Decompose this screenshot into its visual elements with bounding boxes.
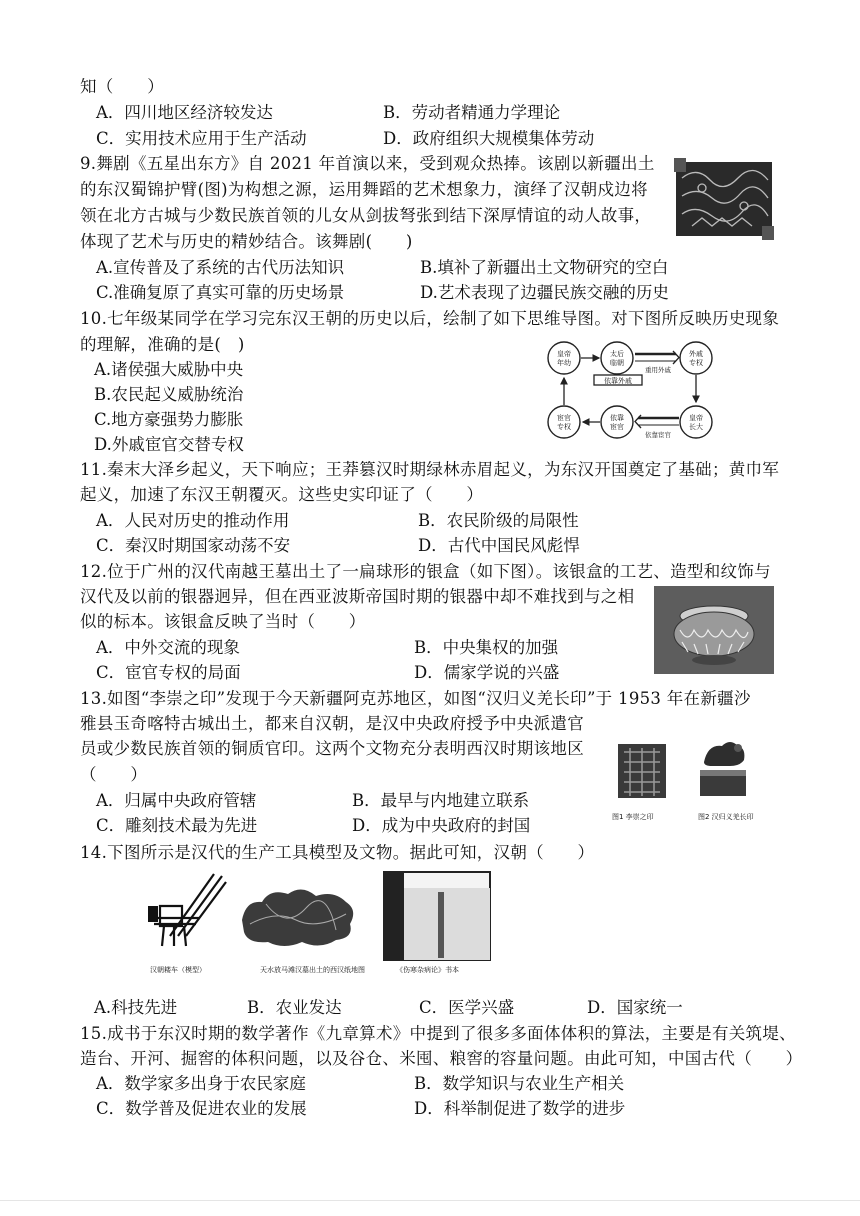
q13-option-c: C．雕刻技术最为先进: [96, 816, 258, 835]
q15-option-c: C．数学普及促进农业的发展: [96, 1099, 307, 1118]
brocade-armguard-image: [672, 156, 776, 242]
q15-option-b: B．数学知识与农业生产相关: [414, 1074, 625, 1093]
q11-option-b: B．农民阶级的局限性: [418, 511, 579, 530]
q8-option-c: C．实用技术应用于生产活动: [96, 129, 307, 148]
q10-option-d: D.外戚宦官交替专权: [94, 435, 244, 454]
node-6-line-1: 宦官: [557, 414, 571, 422]
q9-option-a: A.宣传普及了系统的古代历法知识: [96, 258, 345, 277]
node-5-line-1: 依靠: [610, 414, 624, 422]
q8-option-a: A．四川地区经济较发达: [96, 103, 273, 122]
node-2-line-2: 临朝: [610, 359, 624, 367]
q12-line-1: 12.位于广州的汉代南越王墓出土了一扁球形的银盒（如下图）。该银盒的工艺、造型和纹饰与: [80, 562, 771, 581]
q11-option-a: A．人民对历史的推动作用: [96, 511, 290, 530]
q11-option-c: C．秦汉时期国家动荡不安: [96, 536, 291, 555]
q10-option-c: C.地方豪强势力膨胀: [94, 410, 244, 429]
node-5-line-2: 宦官: [610, 423, 624, 431]
q12-option-b: B．中央集权的加强: [414, 638, 559, 657]
q14-line-1: 14.下图所示是汉代的生产工具模型及文物。据此可知，汉朝（ ）: [80, 843, 595, 862]
q13-caption-2: 图2 汉归义羌长印: [698, 813, 754, 821]
q9-option-c: C.准确复原了真实可靠的历史场景: [96, 283, 345, 302]
q13-line-1: 13.如图“李崇之印”发现于今天新疆阿克苏地区，如图“汉归义羌长印”于 1953 年在新疆沙: [80, 689, 751, 708]
node-eunuch-power: [548, 406, 580, 438]
mind-map-diagram: [538, 338, 728, 442]
q14-option-a: A.科技先进: [94, 998, 178, 1017]
q14-caption-3: 《伤寒杂病论》书本: [396, 966, 459, 974]
seed-drill-model-image: [140, 866, 230, 952]
q12-option-a: A．中外交流的现象: [96, 638, 240, 657]
silver-box-image: [654, 586, 774, 674]
q15-line-2: 造台、开河、掘窖的体积问题，以及谷仓、米囤、粮窖的容量问题。由此可知，中国古代（ ）: [80, 1049, 803, 1068]
node-3-line-2: 专权: [689, 359, 703, 367]
node-6-line-2: 专权: [557, 423, 571, 431]
q12-line-3: 似的标本。该银盒反映了当时（ ）: [80, 612, 366, 631]
q8-option-d: D．政府组织大规模集体劳动: [383, 129, 595, 148]
q9-line-4: 体现了艺术与历史的精妙结合。该舞剧( ): [80, 232, 413, 251]
li-chong-seal-image: [614, 740, 670, 802]
node-emperor-grown: [680, 406, 712, 438]
node-3-line-1: 外戚: [689, 350, 703, 358]
q13-line-3: 员或少数民族首领的铜质官印。这两个文物充分表明西汉时期该地区: [80, 739, 584, 758]
node-emperor-young: [548, 342, 580, 374]
q12-line-2: 汉代及以前的银器迥异，但在西亚波斯帝国时期的银器中却不难找到与之相: [80, 587, 635, 606]
q10-line-1: 10.七年级某同学在学习完东汉王朝的历史以后，绘制了如下思维导图。对下图所反映历史现象: [80, 309, 780, 328]
node-rely-eunuch: [601, 406, 633, 438]
arrow-label-2: 依靠宦官: [645, 431, 671, 439]
q13-option-d: D．成为中央政府的封国: [352, 816, 531, 835]
q9-line-2: 的东汉蜀锦护臂(图)为构想之源，运用舞蹈的艺术想象力，演绎了汉朝戍边将: [80, 180, 648, 199]
q14-option-c: C．医学兴盛: [419, 998, 515, 1017]
q15-line-1: 15.成书于东汉时期的数学著作《九章算术》中提到了很多多面体体积的算法，主要是有关筑堤、: [80, 1024, 796, 1043]
node-2-line-1: 太后: [610, 350, 624, 358]
q13-option-b: B．最早与内地建立联系: [352, 791, 530, 810]
q15-option-a: A．数学家多出身于农民家庭: [96, 1074, 306, 1093]
han-qiang-seal-image: [690, 734, 756, 804]
q9-option-d: D.艺术表现了边疆民族交融的历史: [420, 283, 669, 302]
q10-option-a: A.诸侯强大威胁中央: [94, 360, 244, 379]
node-1-line-1: 皇帝: [557, 350, 571, 358]
q15-option-d: D．科举制促进了数学的进步: [414, 1099, 626, 1118]
node-consort-power: [680, 342, 712, 374]
node-4-line-1: 皇帝: [689, 414, 703, 422]
q14-option-b: B．农业发达: [247, 998, 342, 1017]
arrow-label-1: 重用外戚: [645, 366, 671, 374]
q11-line-2: 起义，加速了东汉王朝覆灭。这些史实印证了（ ）: [80, 485, 484, 504]
q14-option-d: D．国家统一: [587, 998, 683, 1017]
q8-stem-tail: 知（ ）: [80, 77, 164, 96]
node-2-note: 依靠外戚: [604, 377, 632, 385]
q11-option-d: D．古代中国民风彪悍: [418, 536, 580, 555]
q13-line-2: 雅县玉奇喀特古城出土，都来自汉朝，是汉中央政府授予中央派遣官: [80, 714, 584, 733]
q14-caption-2: 天水放马滩汉墓出土的西汉纸地图: [260, 966, 365, 974]
q10-line-2: 的理解，准确的是( ): [80, 335, 245, 354]
q12-option-c: C．宦官专权的局面: [96, 663, 241, 682]
q9-line-1: 9.舞剧《五星出东方》自 2021 年首演以来，受到观众热捧。该剧以新疆出土: [80, 154, 655, 173]
q10-option-b: B.农民起义威胁统治: [94, 385, 244, 404]
node-1-line-2: 年幼: [557, 359, 571, 367]
q13-caption-1: 图1 李崇之印: [612, 813, 654, 821]
q13-option-a: A．归属中央政府管辖: [96, 791, 257, 810]
q13-line-4: （ ）: [80, 765, 148, 784]
q9-line-3: 领在北方古城与少数民族首领的儿女从剑拔弩张到结下深厚情谊的动人故事，: [80, 206, 652, 225]
node-empress-regent: [601, 342, 633, 374]
q12-option-d: D．儒家学说的兴盛: [414, 663, 560, 682]
node-4-line-2: 长大: [689, 423, 703, 431]
treatise-book-image: [382, 870, 492, 962]
q11-line-1: 11.秦末大泽乡起义，天下响应；王莽篡汉时期绿林赤眉起义，为东汉开国奠定了基础；黄巾军: [80, 460, 780, 479]
q14-caption-1: 汉朝耧车（模型）: [150, 966, 206, 974]
q9-option-b: B.填补了新疆出土文物研究的空白: [420, 258, 669, 277]
q8-option-b: B．劳动者精通力学理论: [383, 103, 561, 122]
paper-map-image: [236, 880, 360, 952]
page-bottom-divider: [0, 1200, 860, 1201]
